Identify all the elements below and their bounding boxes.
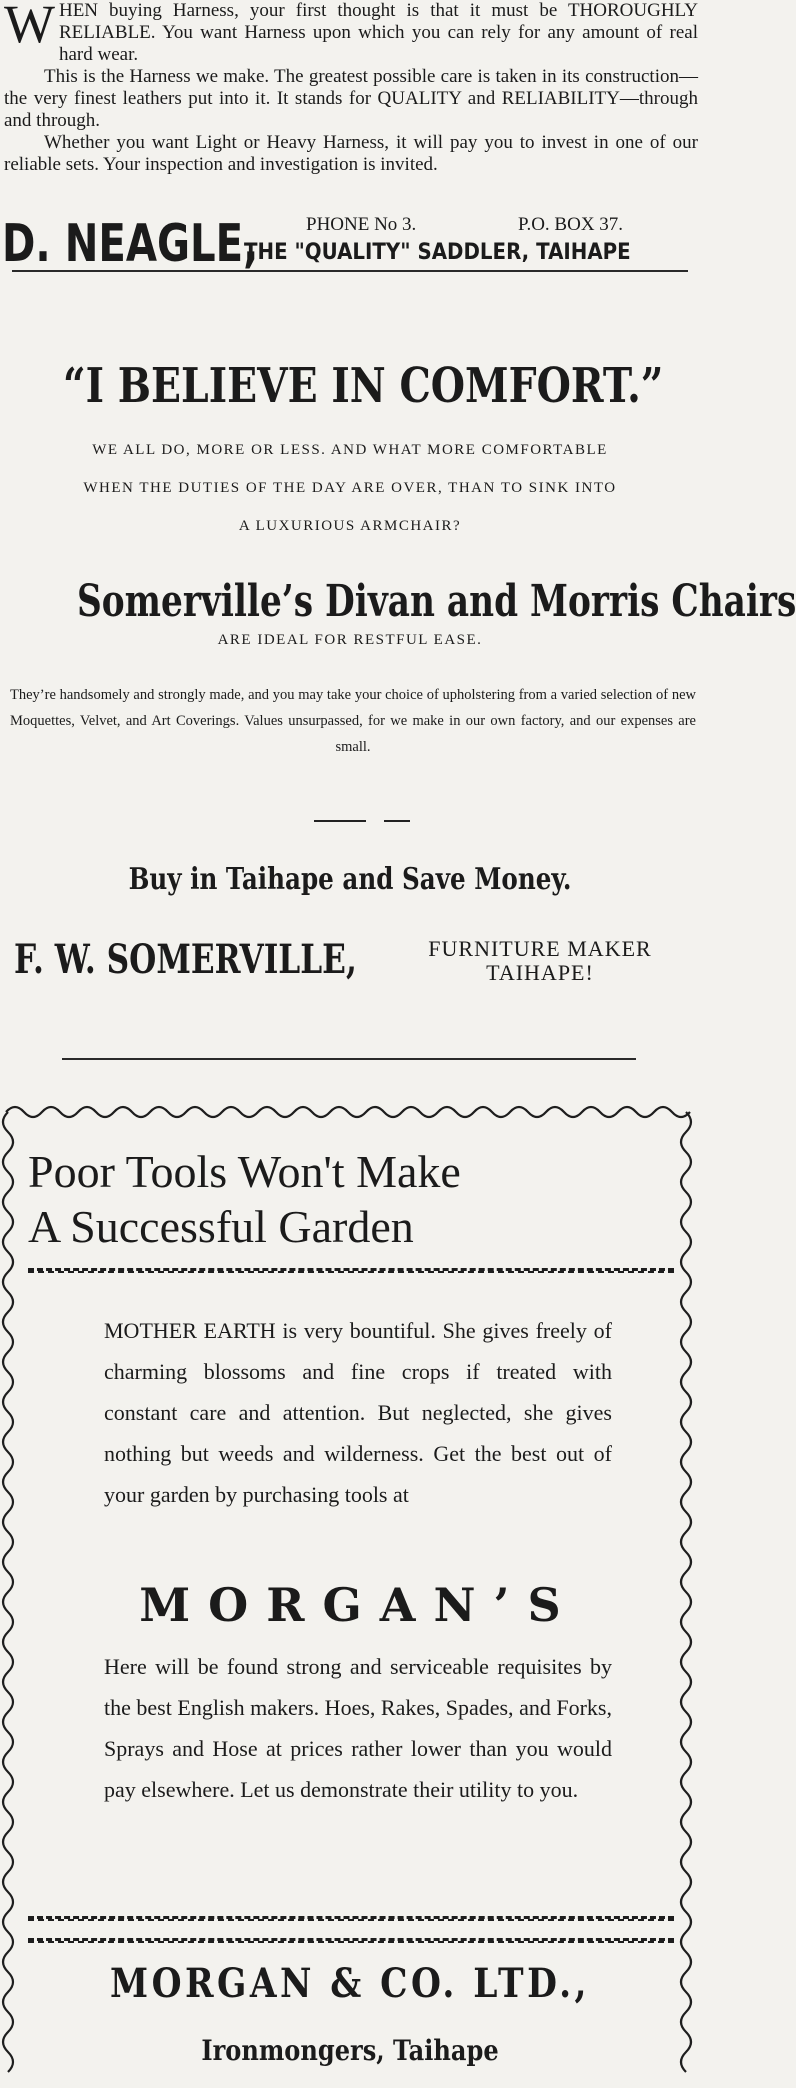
- somerville-slogan: Buy in Taihape and Save Money.: [128, 862, 572, 897]
- drop-cap: W: [4, 0, 55, 54]
- morgan-store-name: MORGAN’S: [139, 1578, 579, 1632]
- neagle-advertisement: [0, 0, 700, 274]
- somerville-business-name: F. W. SOMERVILLE,: [14, 936, 357, 983]
- somerville-line-2: WHEN THE DUTIES OF THE DAY ARE OVER, THAN TO SINK INTO: [83, 480, 617, 496]
- morgan-subtitle: Ironmongers, Taihape: [201, 2034, 499, 2067]
- morgan-company-name: MORGAN & CO. LTD.,: [110, 1960, 590, 2007]
- somerville-chairs-heading: Somerville’s Divan and Morris Chairs: [77, 576, 796, 627]
- somerville-ideal-line: ARE IDEAL FOR RESTFUL EASE.: [217, 632, 483, 648]
- neagle-phone: PHONE No 3.: [306, 214, 417, 235]
- short-dash-left: [314, 820, 366, 822]
- dashed-divider: [28, 1268, 674, 1273]
- morgan-headline-line-2: A Successful Garden: [28, 1201, 414, 1252]
- neagle-business-name: D. NEAGLE,: [2, 214, 259, 274]
- somerville-line-1: WE ALL DO, MORE OR LESS. AND WHAT MORE COMFORTABLE: [92, 442, 608, 458]
- column-rule: [62, 1058, 636, 1060]
- morgan-headline-line-1: Poor Tools Won't Make: [28, 1146, 461, 1197]
- neagle-invitation-paragraph: Whether you want Light or Heavy Harness, it will pay you to invest in one of our reliable sets. Your inspection and investigation is invited.: [4, 132, 698, 175]
- neagle-tagline: THE "QUALITY" SADDLER, TAIHAPE: [244, 240, 631, 265]
- somerville-line-3: A LUXURIOUS ARMCHAIR?: [238, 518, 462, 534]
- somerville-body-text: They’re handsomely and strongly made, and you may take your choice of upholstering from a varied selection of new Moquettes, Velvet, and Art Coverings. Values unsurpassed, for we make in our own factory, and our expenses are small.: [10, 687, 696, 755]
- neagle-intro-text: HEN buying Harness, your first thought is that it must be THOROUGHLY RELIABLE. You want Harness upon which you can rely for any amount of real hard wear.: [58, 0, 698, 65]
- neagle-po-box: P.O. BOX 37.: [518, 214, 624, 235]
- morgan-intro-text: MOTHER EARTH is very bountiful. She gives freely of charming blossoms and fine crops if treated with constant care and attention. But neglected, she gives nothing but weeds and wilderness. Get the best out of your garden by purchasing tools at: [104, 1318, 612, 1507]
- column-rule: [12, 270, 688, 272]
- somerville-trade: FURNITURE MAKER: [428, 936, 652, 961]
- morgan-products-text: Here will be found strong and serviceable requisites by the best English makers. Hoes, Rakes, Spades, and Forks, Sprays and Hose at prices rather lower than you would pay elsewhere. Let us demonstrate their utility to you.: [104, 1654, 612, 1802]
- neagle-intro-paragraph: [4, 0, 698, 66]
- neagle-quality-paragraph: This is the Harness we make. The greatest possible care is taken in its construction—the very finest leathers put into it. It stands for QUALITY and RELIABILITY—through and through.: [4, 66, 698, 131]
- somerville-headline: “I BELIEVE IN COMFORT.”: [63, 358, 664, 414]
- dashed-divider: [28, 1916, 674, 1921]
- somerville-town: TAIHAPE!: [486, 960, 594, 985]
- dashed-divider: [28, 1938, 674, 1943]
- short-dash-right: [384, 820, 410, 822]
